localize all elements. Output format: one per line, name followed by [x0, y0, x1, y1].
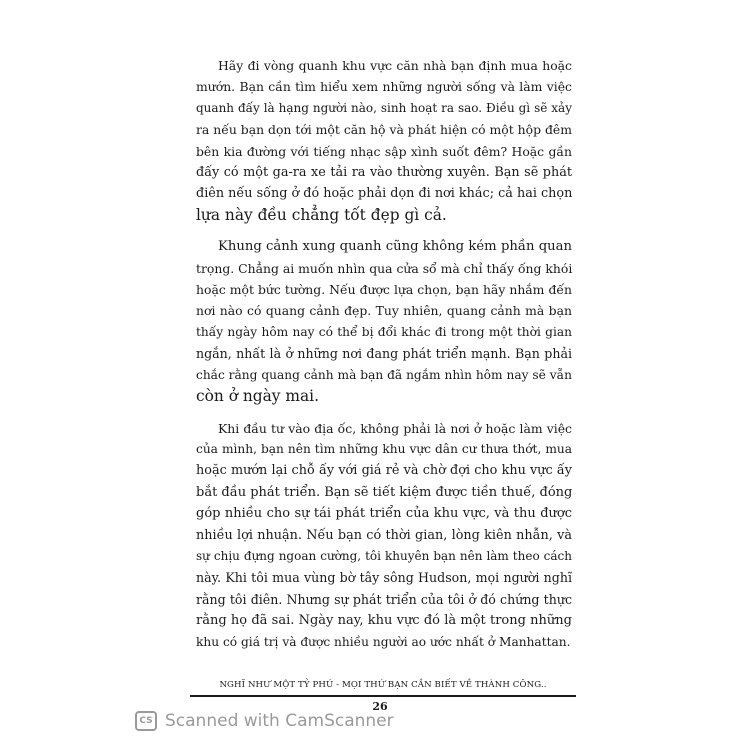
page-number: 26: [372, 700, 388, 713]
text-line: Khung cảnh xung quanh cũng không kém phần quan: [218, 239, 572, 255]
text-line: quanh đấy là hạng người nào, sinh hoạt ra sao. Điều gì sẽ xảy: [196, 100, 572, 115]
text-line: bên kia đường với tiếng nhạc sập xình suốt đêm? Hoặc gần: [196, 143, 572, 159]
text-line: ra nếu bạn dọn tới một căn hộ và phát hiện có một hộp đêm: [196, 122, 572, 138]
paragraph-3: [196, 418, 572, 653]
text-line: hoặc mướn lại chỗ ấy với giá rẻ và chờ đợi cho khu vực ấy: [196, 463, 572, 479]
text-line: rằng họ đã sai. Ngày nay, khu vực đó là một trong những: [196, 613, 572, 629]
watermark-text: Scanned with CamScanner: [165, 711, 394, 731]
text-line: khu có giá trị và được nhiều người ao ước nhất ở Manhattan.: [196, 634, 571, 649]
text-line: này. Khi tôi mua vùng bờ tây sông Hudson, mọi người nghĩ: [196, 570, 572, 586]
text-line: thấy ngày hôm nay có thể bị đổi khác đi trong một thời gian: [196, 324, 572, 339]
text-line: mướn. Bạn cần tìm hiểu xem những người sống và làm việc: [196, 79, 572, 95]
text-line: đấy có một ga-ra xe tải ra vào thường xuyên. Bạn sẽ phát: [196, 165, 572, 181]
text-line: bắt đầu phát triển. Bạn sẽ tiết kiệm được tiền thuế, đóng: [196, 484, 573, 500]
text-line: trọng. Chẳng ai muốn nhìn qua cửa sổ mà chỉ thấy ống khói: [196, 260, 573, 276]
text-line: góp nhiều cho sự tái phát triển của khu vực, và thu được: [196, 506, 572, 522]
text-line: ngắn, nhất là ở những nơi đang phát triển mạnh. Bạn phải: [196, 346, 572, 362]
paragraph-1: [196, 55, 572, 226]
scanner-watermark: [135, 708, 394, 734]
body-text: [196, 55, 572, 663]
text-line: Khi đầu tư vào địa ốc, không phải là nơi ở hoặc làm việc: [218, 420, 572, 436]
text-line: lựa này đều chẳng tốt đẹp gì cả.: [196, 205, 447, 224]
text-line: sự chịu đựng ngoan cường, tôi khuyên bạn nên làm theo cách: [196, 548, 572, 563]
text-line: hoặc một bức tường. Nếu được lựa chọn, bạn hãy nhắm đến: [196, 282, 572, 298]
footer-divider: [190, 695, 576, 697]
text-line: nhiều lợi nhuận. Nếu bạn có thời gian, lòng kiên nhẫn, và: [196, 527, 572, 543]
text-line: còn ở ngày mai.: [196, 387, 319, 406]
paragraph-2: [196, 236, 572, 407]
text-line: nơi nào có quang cảnh đẹp. Tuy nhiên, quang cảnh mà bạn: [196, 303, 572, 319]
camscanner-logo-icon: CS: [135, 711, 157, 731]
running-title: NGHĨ NHƯ MỘT TỶ PHÚ - MỌI THỨ BẠN CẦN BIẾT VỀ THÀNH CÔNG..: [219, 680, 547, 690]
text-line: chắc rằng quang cảnh mà bạn đã ngắm nhìn hôm nay sẽ vẫn: [196, 367, 572, 382]
text-line: Hãy đi vòng quanh khu vực căn nhà bạn định mua hoặc: [218, 58, 572, 73]
text-line: rằng tôi điên. Nhưng sự phát triển của tôi ở đó chứng thực: [196, 591, 572, 607]
text-line: của mình, bạn nên tìm những khu vực dân cư thưa thớt, mua: [196, 441, 572, 456]
text-line: điên nếu sống ở đó hoặc phải dọn đi nơi khác; cả hai chọn: [196, 186, 573, 202]
